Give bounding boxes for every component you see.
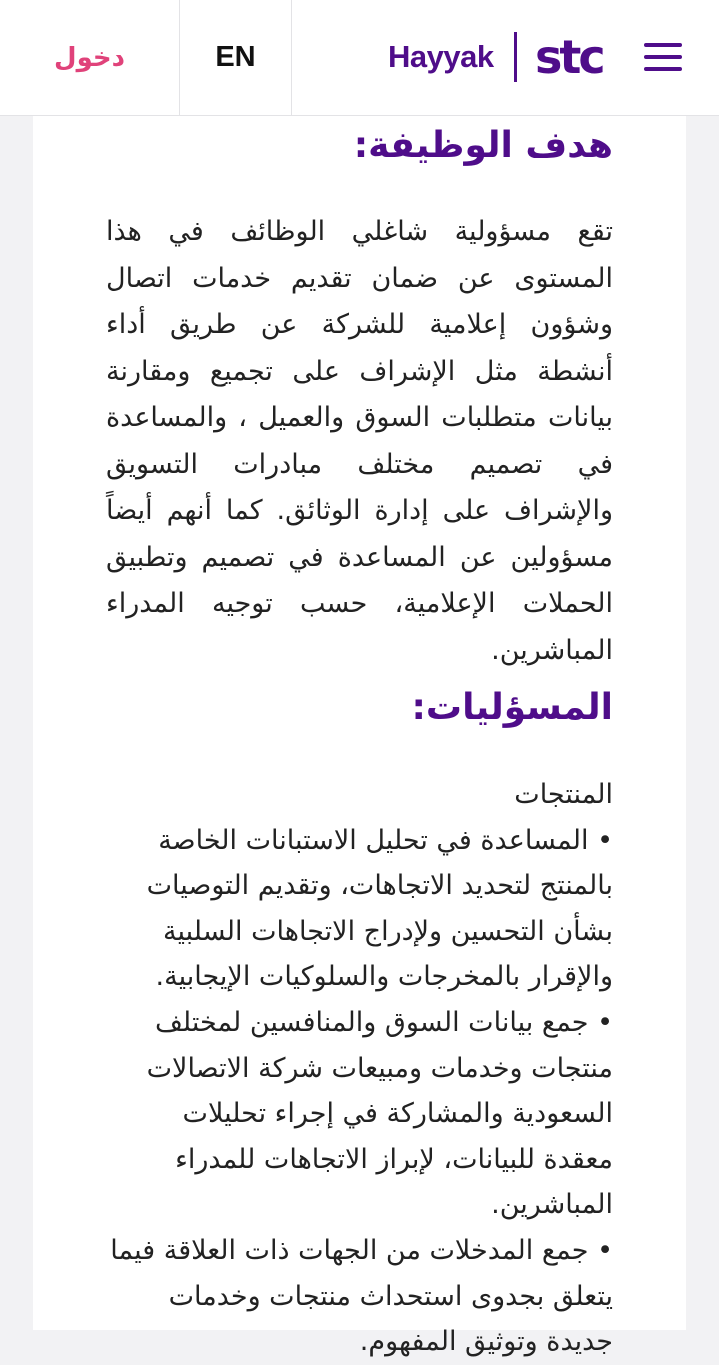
responsibility-item: • المساعدة في تحليل الاستبانات الخاصة بالمنتج لتحديد الاتجاهات، وتقديم التوصيات بشأن التحسين ولإدراج الاتجاهات السلبية والإقرار بالمخرجات والسلوكيات الإيجابية. — [146, 824, 613, 993]
hayyak-brand-name: Hayyak — [388, 39, 494, 74]
stc-logo — [535, 35, 617, 79]
top-navigation-bar — [0, 0, 719, 116]
brand-logo-group[interactable] — [388, 26, 617, 88]
job-goal-text: تقع مسؤولية شاغلي الوظائف في هذا المستوى عن ضمان تقديم خدمات اتصال وشؤون إعلامية للشركة عن طريق أداء أنشطة مثل الإشراف على تجميع ومقارنة بيانات متطلبات السوق والعميل ، والمساعدة في تصميم مختلف مبادرات التسويق والإشراف على إدارة الوثائق. كما أنهم أيضاً مسؤولين عن المساعدة في تصميم وتطبيق الحملات الإعلامية، حسب توجيه المدراء المباشرين. — [106, 216, 613, 666]
responsibilities-section — [106, 688, 613, 728]
job-goal-heading: هدف الوظيفة: — [353, 125, 613, 166]
hamburger-menu-icon[interactable] — [644, 42, 684, 72]
brand-divider — [514, 32, 517, 82]
job-description-card — [33, 116, 686, 1358]
responsibility-item: • جمع بيانات السوق والمنافسين لمختلف منتجات وخدمات ومبيعات شركة الاتصالات السعودية والمشاركة في إجراء تحليلات معقدة للبيانات، لإبراز الاتجاهات للمدراء المباشرين. — [146, 1006, 613, 1221]
job-goal-body — [106, 209, 613, 674]
job-goal-section — [106, 126, 613, 166]
stc-logo-text: stc — [534, 35, 603, 79]
responsibilities-list — [106, 772, 613, 1365]
language-label: EN — [215, 41, 256, 73]
login-button[interactable] — [0, 0, 180, 115]
responsibility-category: المنتجات — [514, 779, 613, 810]
responsibility-item: • جمع المدخلات من الجهات ذات العلاقة فيما يتعلق بجدوى استحداث منتجات وخدمات جديدة وتوثيق المفهوم. — [110, 1234, 613, 1358]
login-label: دخول — [54, 42, 125, 73]
language-toggle-button[interactable] — [180, 0, 292, 115]
responsibilities-heading: المسؤليات: — [411, 687, 613, 728]
